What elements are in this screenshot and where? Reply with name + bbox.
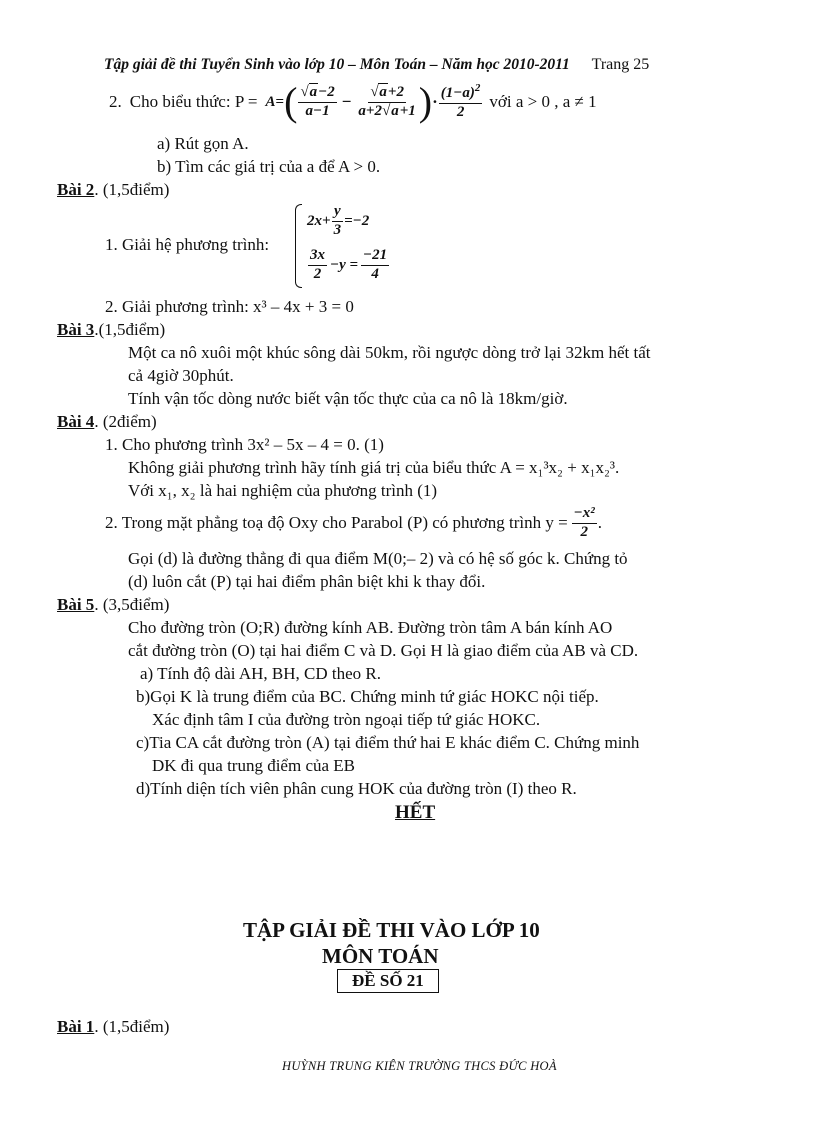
bai5-heading [57,595,169,615]
bai5-line-8: d)Tính diện tích viên phân cung HOK của đường tròn (I) theo R. [136,779,577,798]
q2-a-letter: A [265,94,276,110]
next-title-2: MÔN TOÁN [322,944,439,968]
page-footer: HUỲNH TRUNG KIÊN TRƯỜNG THCS ĐỨC HOÀ [282,1059,557,1073]
bai5-line-1: Cho đường tròn (O;R) đường kính AB. Đường tròn tâm A bán kính AO [128,618,613,637]
bai4-line-1: 1. Cho phương trình 3x² – 5x – 4 = 0. (1) [105,435,384,454]
bai3-heading [57,320,165,340]
bai2-points: . (1,5điểm) [94,180,170,199]
system-eq1: 2x+ $\frac{y}{3}$ =−2 [307,203,370,238]
next-bai1-heading [57,1017,169,1037]
fraction-3: $\frac{(1-a)^2}{2}$ [440,82,481,120]
bai4-line-4: 2. Trong mặt phẳng toạ độ Oxy cho Parabol (P) có phương trình y = $\frac{\text{−x²}}{2}$ . [105,504,603,540]
bai4-label: Bài 4 [57,412,95,431]
parabola-fraction: $\frac{\text{−x²}}{2}$ [573,504,595,540]
bai3-line-3: Tính vận tốc dòng nước biết vận tốc thực của ca nô là 18km/giờ. [128,389,568,408]
q2-part-b: b) Tìm các giá trị của a để A > 0. [157,157,381,176]
bai4-line-3: Với x₁, x₂ là hai nghiệm của phương trình (1) [128,481,438,500]
bai2-p2: 2. Giải phương trình: x³ – 4x + 3 = 0 [105,297,354,316]
next-title-1: TẬP GIẢI ĐỀ THI VÀO LỚP 10 [243,918,540,942]
header-title: Tập giải đề thi Tuyển Sinh vào lớp 10 – Môn Toán – Năm học 2010-2011 [104,56,570,73]
bai5-line-2: cắt đường tròn (O) tại hai điểm C và D. Gọi H là giao điểm của AB và CD. [128,641,639,660]
bai3-line-2: cả 4giờ 30phút. [128,366,234,385]
bai3-line-1: Một ca nô xuôi một khúc sông dài 50km, rồi ngược dòng trở lại 32km hết tất [128,343,651,362]
bai5-line-5: Xác định tâm I của đường tròn ngoại tiếp tứ giác HOKC. [152,710,541,729]
system-eq2: $\frac{3x}{2}$ −y = $\frac{-21}{4}$ [310,247,388,282]
bai5-line-4: b)Gọi K là trung điểm của BC. Chứng minh tứ giác HOKC nội tiếp. [136,687,599,706]
q2-expression-line: 2. Cho biểu thức: P = A = ( $\frac{√a-2}{a-1}$ − $\frac{√a+2}{a+2√a+1}$ ) · $\frac{(1-a)^2}{2}$ với a > 0 , a ≠ 1 [109,79,597,124]
q2-condition: với a > 0 , a ≠ 1 [489,91,597,111]
bai2-p1: 1. Giải hệ phương trình: [105,235,270,254]
fraction-1: $\frac{√a-2}{a-1}$ [300,83,335,119]
q2-intro: Cho biểu thức: P = [129,91,258,111]
page-number: Trang 25 [591,56,650,73]
bai3-points: .(1,5điểm) [94,320,166,339]
bai5-line-6: c)Tia CA cắt đường tròn (A) tại điểm thứ hai E khác điểm C. Chứng minh [136,733,640,752]
bai5-label: Bài 5 [57,595,95,614]
bai2-heading [57,180,169,200]
end-marker: HẾT [395,802,436,823]
bai5-line-7: DK đi qua trung điểm của EB [152,756,356,775]
next-bai1-label: Bài 1 [57,1017,95,1036]
bai4-points: . (2điểm) [94,412,157,431]
q2-part-a: a) Rút gọn A. [157,134,249,153]
bai5-points: . (3,5điểm) [94,595,170,614]
page-header [104,55,649,75]
bai4-line-6: (d) luôn cắt (P) tại hai điểm phân biệt khi k thay đổi. [128,572,486,591]
bai4-line-2: Không giải phương trình hãy tính giá trị của biểu thức A = x₁³x₂ + x₁x₂³. [128,458,620,477]
exam-number-box: ĐỀ SỐ 21 [337,969,439,993]
fraction-2: $\frac{√a+2}{a+2√a+1}$ [358,83,416,119]
q2-number: 2. [109,91,122,111]
system-brace [295,204,302,288]
next-bai1-points: . (1,5điểm) [94,1017,170,1036]
bai2-label: Bài 2 [57,180,95,199]
bai5-line-3: a) Tính độ dài AH, BH, CD theo R. [140,664,381,683]
bai4-line-5: Gọi (d) là đường thẳng đi qua điểm M(0;– 2) và có hệ số góc k. Chứng tỏ [128,549,628,568]
bai3-label: Bài 3 [57,320,95,339]
bai4-heading [57,412,157,432]
